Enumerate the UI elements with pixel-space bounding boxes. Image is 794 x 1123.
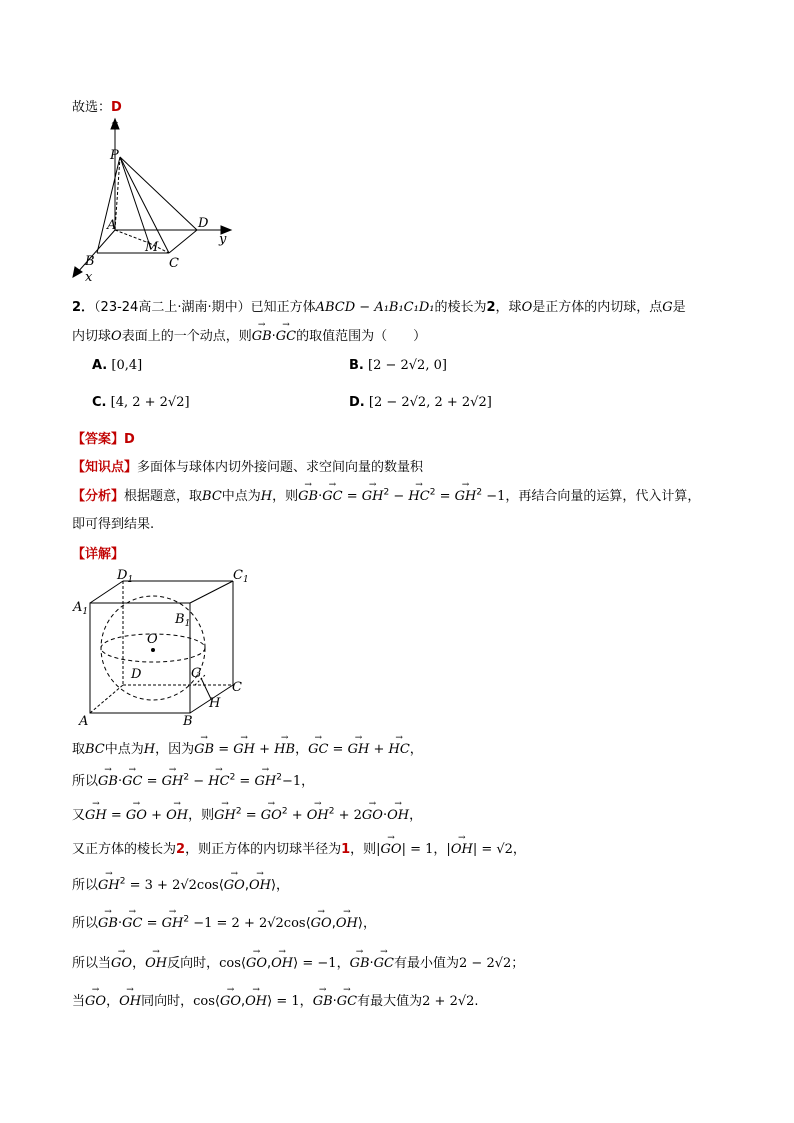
x-axis bbox=[77, 230, 115, 273]
edge-AD bbox=[90, 685, 123, 713]
option-a[interactable]: A. [0,4] bbox=[92, 358, 143, 373]
option-c[interactable]: C. [4, 2 + 2√2] bbox=[92, 395, 190, 410]
analysis-line-1: 【分析】根据题意，取BC中点为H，则→ GB·→ GC = → $GH^2$ − → $HC^2$ = → $GH^2 -1$，再结合向量的运算，代入计算， bbox=[72, 485, 700, 504]
label-B1: $B_1$ bbox=[175, 612, 191, 629]
question-line-1: 2．（23-24高二上·湖南·期中）已知正方体ABCD − A₁B₁C₁D₁的棱长为2，球O是正方体的内切球，点G是 bbox=[72, 300, 686, 315]
answer-line: 【答案】D bbox=[72, 432, 135, 447]
step-6: 所以→ GB·→ GC = → $GH^2 -1 = 2$ + 2√2cos⟨→ GO,→ OH⟩， bbox=[72, 912, 376, 931]
label-z: z bbox=[111, 118, 118, 133]
edge-AM bbox=[115, 230, 149, 243]
label-C1: $C_1$ bbox=[233, 568, 249, 585]
label-G: G bbox=[191, 666, 202, 681]
step-8: 当→ GO，→ OH同向时，cos⟨→ GO,→ OH⟩ = 1，→ GB·→ GC有最大值为2 + 2√2. bbox=[72, 990, 479, 1009]
step-3: 又→ GH = → GO + → OH，则→ $GH^2$ = → $GO^2$ + → $OH^2 + 2\to GO\cdot\to$ OH， bbox=[72, 804, 422, 823]
edge-PD bbox=[120, 157, 197, 230]
edge-A1D1 bbox=[90, 581, 123, 603]
step-5: 所以→ $GH^2 = 3$ + 2√2cos⟨→ GO,→ OH⟩， bbox=[72, 874, 289, 893]
label-M: M bbox=[145, 240, 159, 255]
edge-B1C1 bbox=[190, 581, 233, 603]
step-7: 所以当→ GO，→ OH反向时，cos⟨→ GO,→ OH⟩ = −1，→ GB·→ GC有最小值为2 − 2√2； bbox=[72, 952, 524, 971]
edge-CD bbox=[169, 230, 197, 253]
knowledge-line: 【知识点】多面体与球体内切外接问题、求空间向量的数量积 bbox=[72, 460, 424, 475]
center-O bbox=[151, 648, 155, 652]
analysis-line-2: 即可得到结果. bbox=[72, 517, 155, 532]
label-C: C bbox=[169, 256, 179, 271]
label-H: H bbox=[209, 696, 221, 711]
label-A1: $A_1$ bbox=[73, 600, 89, 617]
label-O: O bbox=[147, 632, 158, 647]
label-P: P bbox=[110, 148, 119, 163]
label-D: D bbox=[131, 667, 142, 682]
pyramid-figure bbox=[65, 115, 245, 285]
question-line-2: 内切球O表面上的一个动点，则→ GB·→ GC的取值范围为（ ） bbox=[72, 325, 426, 344]
label-D1: $D_1$ bbox=[117, 568, 134, 585]
prev-answer: 故选：D bbox=[72, 100, 122, 115]
label-C: C bbox=[232, 680, 242, 695]
edge-PC bbox=[120, 157, 169, 253]
detail-label: 【详解】 bbox=[72, 547, 125, 562]
cube-figure bbox=[65, 565, 265, 730]
option-d[interactable]: D. [2 − 2√2, 2 + 2√2] bbox=[349, 395, 492, 410]
label-x: x bbox=[85, 270, 93, 285]
option-b[interactable]: B. [2 − 2√2, 0] bbox=[349, 358, 447, 373]
step-4: 又正方体的棱长为2，则正方体的内切球半径为1，则|→ GO| = 1，|→ OH| = √2， bbox=[72, 838, 526, 857]
step-1: 取BC中点为H，因为→ GB = → GH + → HB，→ GC = → GH + → HC， bbox=[72, 738, 423, 757]
step-2: 所以→ GB·→ GC = → $GH^2$ − → $HC^2$ = → $GH^2-1$， bbox=[72, 770, 314, 789]
label-y: y bbox=[219, 232, 227, 247]
label-A: A bbox=[79, 714, 89, 729]
label-B: B bbox=[85, 254, 95, 269]
label-A: A bbox=[107, 218, 117, 233]
label-B: B bbox=[183, 714, 193, 729]
label-D: D bbox=[198, 216, 209, 231]
edge-PB bbox=[97, 157, 120, 253]
